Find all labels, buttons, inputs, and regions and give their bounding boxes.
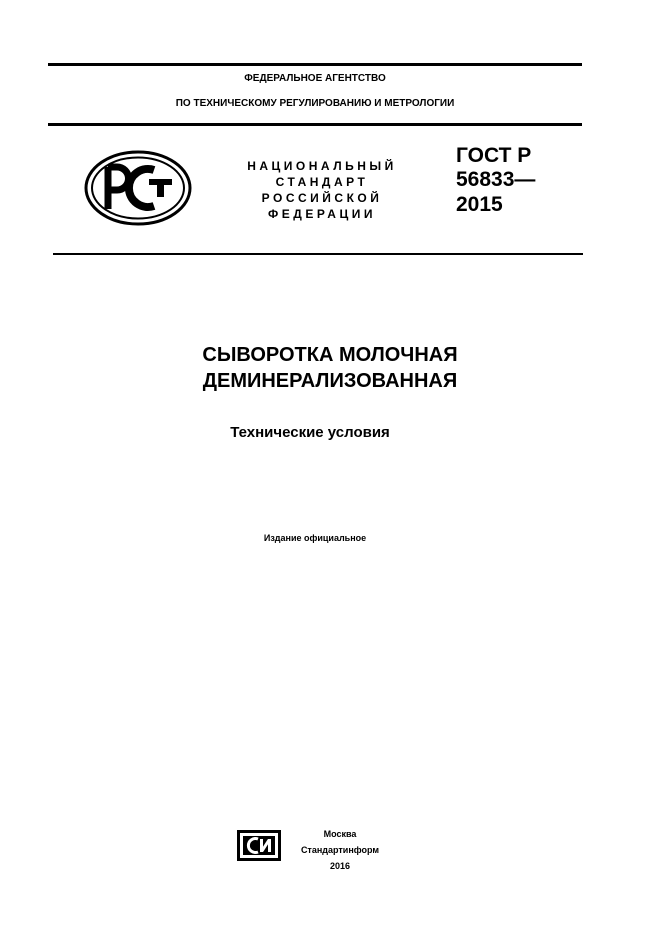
publisher-city: Москва	[323, 829, 357, 839]
standard-label-line-4: ФЕДЕРАЦИИ	[268, 207, 376, 221]
standard-label-line-1: НАЦИОНАЛЬНЫЙ	[247, 159, 397, 173]
top-rule	[48, 63, 582, 66]
document-title-line-1: СЫВОРОТКА МОЛОЧНАЯ	[202, 344, 458, 366]
publisher-year: 2016	[329, 861, 351, 871]
standard-label-line-3: РОССИЙСКОЙ	[261, 191, 383, 205]
document-subtitle: Технические условия	[230, 424, 390, 441]
agency-name-line-1: ФЕДЕРАЛЬНОЕ АГЕНТСТВО	[244, 73, 386, 84]
edition-note: Издание официальное	[263, 533, 367, 543]
standard-code-line-2: 56833—	[456, 168, 536, 191]
agency-name-line-2: ПО ТЕХНИЧЕСКОМУ РЕГУЛИРОВАНИЮ И МЕТРОЛОГИИ	[175, 98, 455, 109]
document-title-line-2: ДЕМИНЕРАЛИЗОВАННАЯ	[202, 370, 458, 392]
publisher-name: Стандартинформ	[300, 845, 380, 855]
rst-certification-logo-icon	[84, 150, 192, 226]
header-bottom-rule	[48, 123, 582, 126]
standartinform-logo-icon	[236, 829, 282, 862]
standard-code-line-1: ГОСТ Р	[456, 144, 532, 167]
standard-label-line-2: СТАНДАРТ	[275, 175, 369, 189]
standard-block-rule	[53, 253, 583, 255]
standard-code-line-3: 2015	[456, 193, 503, 216]
